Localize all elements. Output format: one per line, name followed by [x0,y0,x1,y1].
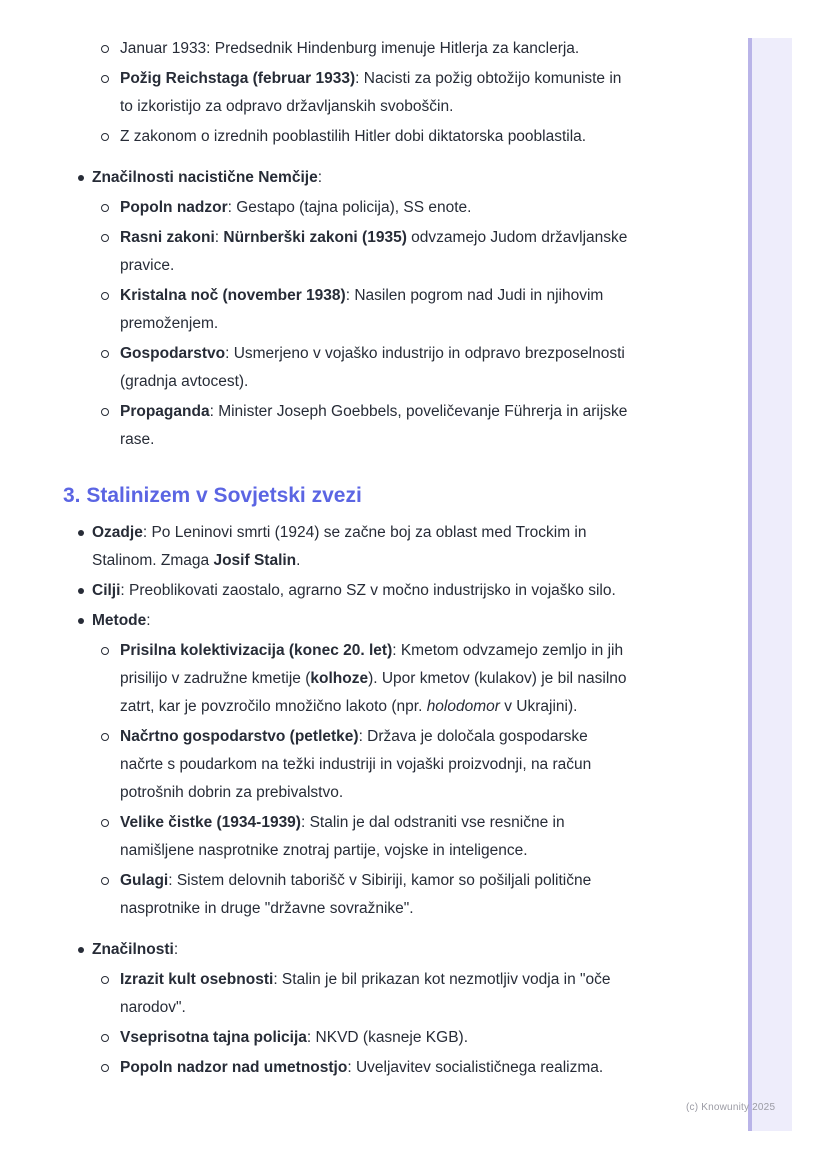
list-item [63,123,633,151]
list-item-text: Januar 1933: Predsednik Hindenburg imenuje Hitlerja za kanclerja. [120,40,580,57]
circle-bullet-icon [101,1034,109,1042]
list-item [63,65,633,121]
bullet-icon [78,618,84,624]
bullet-icon [78,947,84,953]
list-item-text: Požig Reichstaga (februar 1933): Nacisti za požig obtožijo komuniste in to izkoristijo za odpravo državljanskih svoboščin. [120,70,622,115]
list-item-text: Popoln nadzor: Gestapo (tajna policija), SS enote. [120,199,472,216]
list-item-text: Kristalna noč (november 1938): Nasilen pogrom nad Judi in njihovim premoženjem. [120,287,604,332]
circle-bullet-icon [101,204,109,212]
bullet-icon [78,588,84,594]
list-item [63,282,633,338]
list-item-text: Značilnosti nacistične Nemčije: [92,169,323,186]
notes-content [63,33,633,1084]
list-item-text: Cilji: Preoblikovati zaostalo, agrarno SZ v močno industrijsko in vojaško silo. [92,582,616,599]
list-item-text: Ozadje: Po Leninovi smrti (1924) se začne boj za oblast med Trockim in Stalinom. Zmaga Josif Stalin. [92,524,587,569]
list-item [63,637,633,721]
list-item-text: Značilnosti: [92,941,179,958]
list-item [63,809,633,865]
list-item-text: Izrazit kult osebnosti: Stalin je bil prikazan kot nezmotljiv vodja in "oče narodov". [120,971,611,1016]
page-edge-bar [748,38,792,1131]
circle-bullet-icon [101,647,109,655]
list-item [63,607,633,635]
list-item-text: Gospodarstvo: Usmerjeno v vojaško industrijo in odpravo brezposelnosti (gradnja avtocest). [120,345,625,390]
circle-bullet-icon [101,877,109,885]
list-item-text: Gulagi: Sistem delovnih taborišč v Sibiriji, kamor so pošiljali politične nasprotnike in druge "državne sovražnike". [120,872,592,917]
list-item [63,966,633,1022]
circle-bullet-icon [101,75,109,83]
circle-bullet-icon [101,133,109,141]
list-item [63,936,633,964]
copyright-watermark: (c) Knowunity 2025 [686,1102,776,1113]
list-item [63,35,633,63]
circle-bullet-icon [101,976,109,984]
list-item [63,577,633,605]
list-item [63,194,633,222]
list-item-text: Propaganda: Minister Joseph Goebbels, poveličevanje Führerja in arijske rase. [120,403,628,448]
list-item [63,224,633,280]
bullet-icon [78,175,84,181]
circle-bullet-icon [101,234,109,242]
circle-bullet-icon [101,292,109,300]
circle-bullet-icon [101,350,109,358]
list-item [63,164,633,192]
heading-text: 3. Stalinizem v Sovjetski zvezi [63,484,362,507]
list-item-text: Metode: [92,612,151,629]
list-item [63,340,633,396]
circle-bullet-icon [101,819,109,827]
list-item-text: Rasni zakoni: Nürnberški zakoni (1935) odvzamejo Judom državljanske pravice. [120,229,628,274]
list-item-text: Popoln nadzor nad umetnostjo: Uveljavitev socialističnega realizma. [120,1059,604,1076]
circle-bullet-icon [101,733,109,741]
list-item-text: Z zakonom o izrednih pooblastilih Hitler dobi diktatorska pooblastila. [120,128,587,145]
list-item [63,519,633,575]
list-item [63,867,633,923]
list-item [63,723,633,807]
list-item-text: Prisilna kolektivizacija (konec 20. let): Kmetom odvzamejo zemljo in jih prisilijo v zadružne kmetije (kolhoze). Upor kmetov (kulakov) je bil nasilno zatrt, kar je povzročilo množično lakoto (npr. holodomor v Ukrajini). [120,642,627,715]
section-heading [63,482,633,509]
list-item-text: Načrtno gospodarstvo (petletke): Država je določala gospodarske načrte s poudarkom na težki industriji in vojaški proizvodnji, na račun potrošnih dobrin za prebivalstvo. [120,728,592,801]
list-item-text: Velike čistke (1934-1939): Stalin je dal odstraniti vse resnične in namišljene nasprotnike znotraj partije, vojske in inteligence. [120,814,565,859]
list-item [63,1024,633,1052]
bullet-icon [78,530,84,536]
list-item [63,1054,633,1082]
list-item [63,398,633,454]
circle-bullet-icon [101,1064,109,1072]
list-item-text: Vseprisotna tajna policija: NKVD (kasneje KGB). [120,1029,468,1046]
circle-bullet-icon [101,408,109,416]
circle-bullet-icon [101,45,109,53]
